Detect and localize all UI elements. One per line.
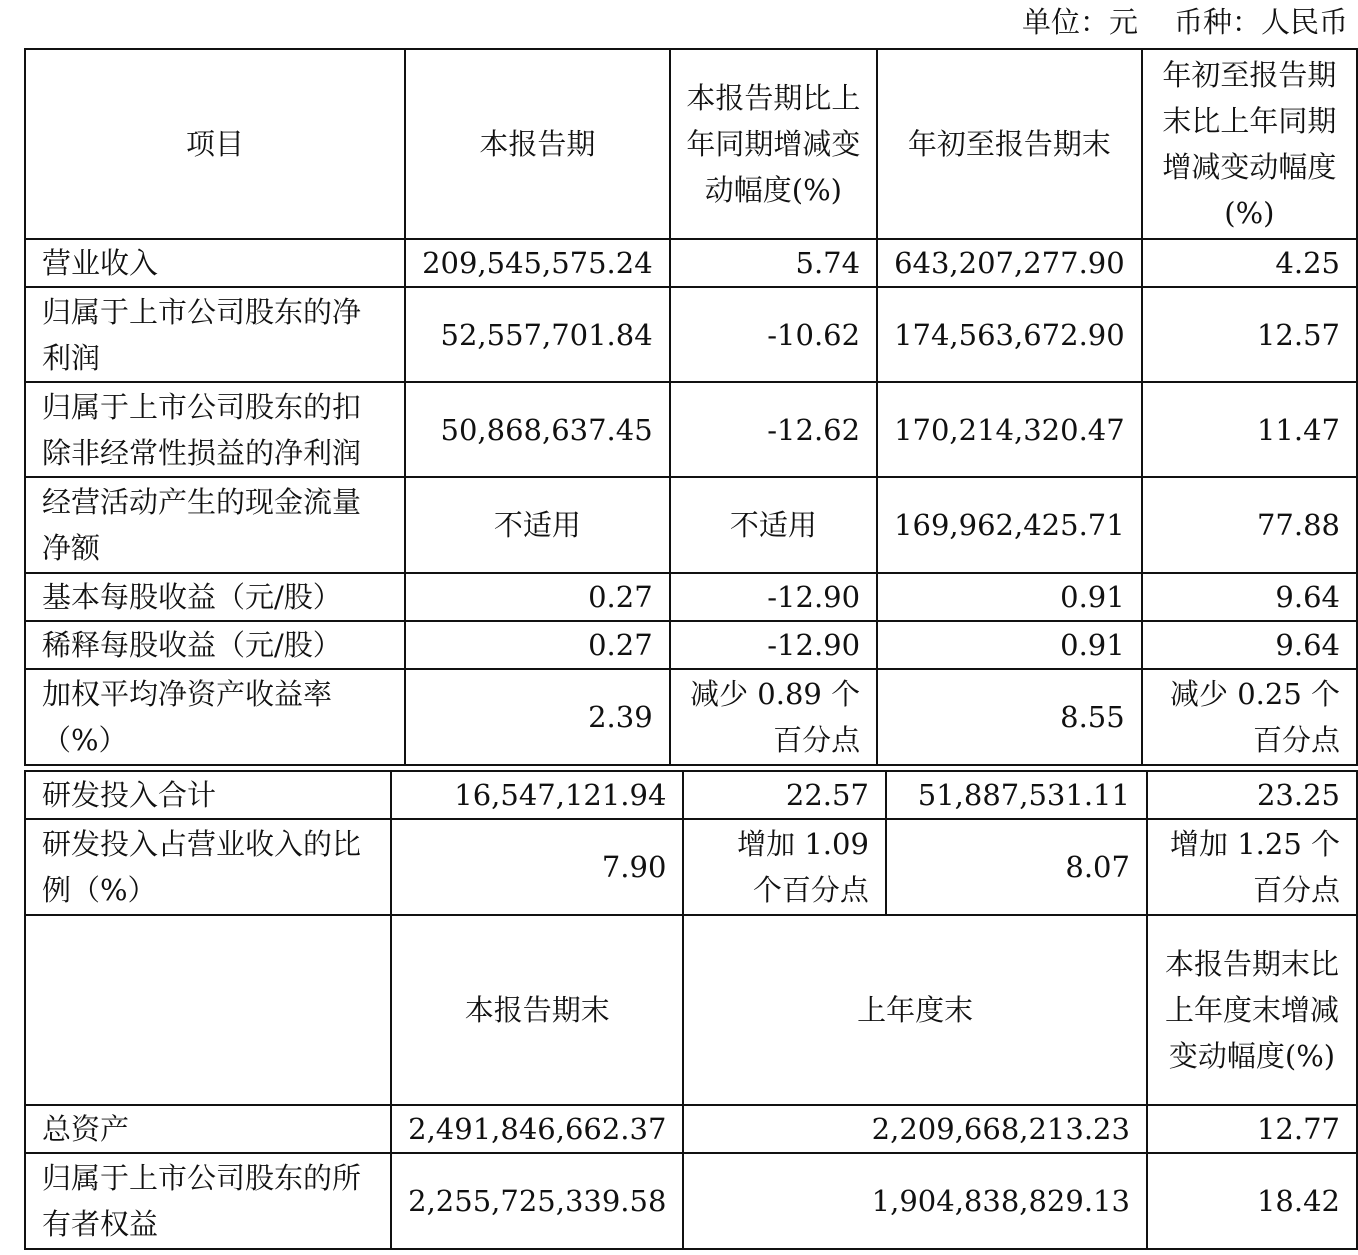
col-header-ytd: 年初至报告期末 [877, 49, 1142, 239]
cell-ytd-change: 77.88 [1142, 477, 1357, 573]
table-row [25, 1153, 1357, 1249]
cell-current-period: 16,547,121.94 [391, 771, 683, 819]
cell-ytd-change: 11.47 [1142, 382, 1357, 477]
cell-ytd-change: 12.57 [1142, 287, 1357, 382]
unit-label: 单位：元 [1021, 5, 1138, 39]
cell-change: 12.77 [1147, 1105, 1357, 1153]
cell-current-change: -12.62 [670, 382, 877, 477]
table-row [25, 287, 1357, 382]
cell-current-period: 不适用 [405, 477, 670, 573]
table-row [25, 573, 1357, 621]
cell-current-change: 减少 0.89 个百分点 [670, 669, 877, 765]
cell-prior-year-end: 2,209,668,213.23 [683, 1105, 1147, 1153]
cell-current-change: 22.57 [683, 771, 886, 819]
table-row [25, 382, 1357, 477]
row-label: 营业收入 [25, 239, 405, 287]
table-row [25, 771, 1357, 819]
row-label: 总资产 [25, 1105, 391, 1153]
cell-ytd-change: 减少 0.25 个百分点 [1142, 669, 1357, 765]
cell-ytd-change: 4.25 [1142, 239, 1357, 287]
col-header-current-period: 本报告期 [405, 49, 670, 239]
row-label: 加权平均净资产收益率（%） [25, 669, 405, 765]
cell-current-period: 7.90 [391, 819, 683, 915]
cell-change: 18.42 [1147, 1153, 1357, 1249]
cell-current-change: 5.74 [670, 239, 877, 287]
cell-ytd: 643,207,277.90 [877, 239, 1142, 287]
row-label: 稀释每股收益（元/股） [25, 621, 405, 669]
cell-current-change: -12.90 [670, 573, 877, 621]
cell-ytd: 174,563,672.90 [877, 287, 1142, 382]
currency-label: 币种：人民币 [1173, 5, 1348, 39]
cell-current-period: 52,557,701.84 [405, 287, 670, 382]
balance-header-change: 本报告期末比上年度末增减变动幅度(%) [1147, 915, 1357, 1105]
cell-ytd: 0.91 [877, 621, 1142, 669]
row-label: 研发投入占营业收入的比例（%） [25, 819, 391, 915]
cell-current-change: -10.62 [670, 287, 877, 382]
col-header-ytd-change: 年初至报告期末比上年同期增减变动幅度(%) [1142, 49, 1357, 239]
cell-ytd-change: 增加 1.25 个百分点 [1147, 819, 1357, 915]
balance-header-item [25, 915, 391, 1105]
cell-current-change: 不适用 [670, 477, 877, 573]
rd-and-balance-table [24, 770, 1358, 1250]
col-header-item: 项目 [25, 49, 405, 239]
cell-current-period: 50,868,637.45 [405, 382, 670, 477]
cell-ytd: 8.55 [877, 669, 1142, 765]
row-label: 基本每股收益（元/股） [25, 573, 405, 621]
table-header-row [25, 49, 1357, 239]
row-label: 研发投入合计 [25, 771, 391, 819]
table-row [25, 477, 1357, 573]
cell-current-change: -12.90 [670, 621, 877, 669]
cell-ytd-change: 23.25 [1147, 771, 1357, 819]
table-row [25, 669, 1357, 765]
table-row [25, 819, 1357, 915]
cell-prior-year-end: 1,904,838,829.13 [683, 1153, 1147, 1249]
cell-period-end: 2,255,725,339.58 [391, 1153, 683, 1249]
unit-currency-note [1022, 0, 1348, 44]
cell-current-period: 0.27 [405, 621, 670, 669]
cell-current-period: 2.39 [405, 669, 670, 765]
cell-current-period: 209,545,575.24 [405, 239, 670, 287]
balance-header-row [25, 915, 1357, 1105]
balance-header-period-end: 本报告期末 [391, 915, 683, 1105]
row-label: 归属于上市公司股东的所有者权益 [25, 1153, 391, 1249]
cell-period-end: 2,491,846,662.37 [391, 1105, 683, 1153]
col-header-current-change: 本报告期比上年同期增减变动幅度(%) [670, 49, 877, 239]
cell-ytd-change: 9.64 [1142, 573, 1357, 621]
cell-ytd: 169,962,425.71 [877, 477, 1142, 573]
cell-ytd: 170,214,320.47 [877, 382, 1142, 477]
table-row [25, 621, 1357, 669]
cell-ytd: 0.91 [877, 573, 1142, 621]
row-label: 经营活动产生的现金流量净额 [25, 477, 405, 573]
cell-ytd: 8.07 [886, 819, 1147, 915]
cell-ytd-change: 9.64 [1142, 621, 1357, 669]
cell-current-period: 0.27 [405, 573, 670, 621]
balance-header-prior-year-end: 上年度末 [683, 915, 1147, 1105]
row-label: 归属于上市公司股东的扣除非经常性损益的净利润 [25, 382, 405, 477]
financial-indicators-table [24, 48, 1358, 766]
table-row [25, 239, 1357, 287]
cell-ytd: 51,887,531.11 [886, 771, 1147, 819]
row-label: 归属于上市公司股东的净利润 [25, 287, 405, 382]
cell-current-change: 增加 1.09 个百分点 [683, 819, 886, 915]
table-row [25, 1105, 1357, 1153]
